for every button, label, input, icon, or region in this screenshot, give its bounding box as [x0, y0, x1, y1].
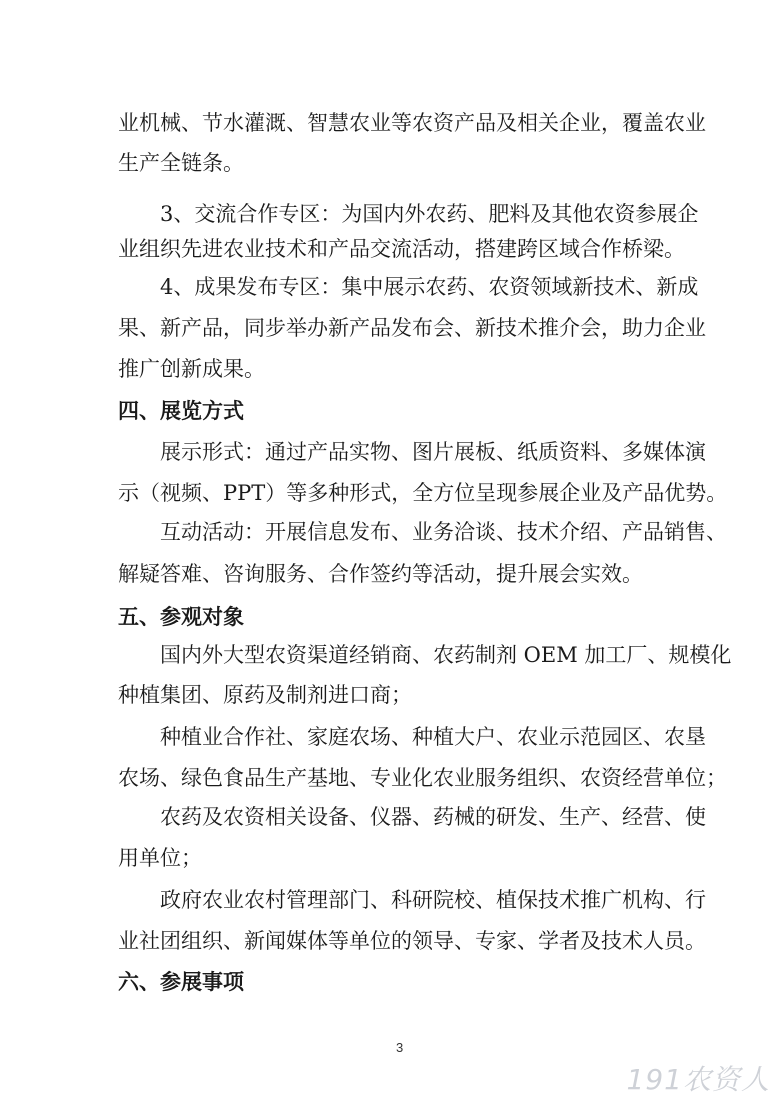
paragraph-line: 业社团组织、新闻媒体等单位的领导、专家、学者及技术人员。: [118, 929, 706, 953]
section-heading: 五、参观对象: [118, 605, 244, 629]
paragraph-line: 政府农业农村管理部门、科研院校、植保技术推广机构、行: [160, 888, 706, 912]
paragraph-line: 互动活动：开展信息发布、业务洽谈、技术介绍、产品销售、: [160, 520, 727, 544]
paragraph-line: 展示形式：通过产品实物、图片展板、纸质资料、多媒体演: [160, 440, 706, 464]
paragraph-line: 果、新产品，同步举办新产品发布会、新技术推介会，助力企业: [118, 316, 706, 340]
section-heading: 六、参展事项: [118, 970, 244, 994]
paragraph-line: 推广创新成果。: [118, 357, 265, 381]
paragraph-line: 农药及农资相关设备、仪器、药械的研发、生产、经营、使: [160, 805, 706, 829]
paragraph-line: 示（视频、PPT）等多种形式，全方位呈现参展企业及产品优势。: [118, 481, 728, 505]
paragraph-line: 种植业合作社、家庭农场、种植大户、农业示范园区、农垦: [160, 725, 706, 749]
paragraph-line: 农场、绿色食品生产基地、专业化农业服务组织、农资经营单位；: [118, 766, 727, 790]
paragraph-line: 解疑答难、咨询服务、合作签约等活动，提升展会实效。: [118, 562, 643, 586]
paragraph-line: 4、成果发布专区：集中展示农药、农资领域新技术、新成: [160, 275, 699, 299]
paragraph-line: 国内外大型农资渠道经销商、农药制剂 OEM 加工厂、规模化: [160, 643, 732, 667]
watermark-logo: 191农资人: [626, 1063, 770, 1096]
paragraph-line: 3、交流合作专区：为国内外农药、肥料及其他农资参展企: [160, 202, 699, 226]
section-heading: 四、展览方式: [118, 399, 244, 423]
page-number: 3: [396, 1040, 404, 1055]
paragraph-line: 业机械、节水灌溉、智慧农业等农资产品及相关企业，覆盖农业: [118, 111, 706, 135]
paragraph-line: 用单位；: [118, 846, 202, 870]
paragraph-line: 种植集团、原药及制剂进口商；: [118, 683, 412, 707]
paragraph-line: 业组织先进农业技术和产品交流活动，搭建跨区域合作桥梁。: [118, 237, 685, 261]
paragraph-line: 生产全链条。: [118, 151, 244, 175]
